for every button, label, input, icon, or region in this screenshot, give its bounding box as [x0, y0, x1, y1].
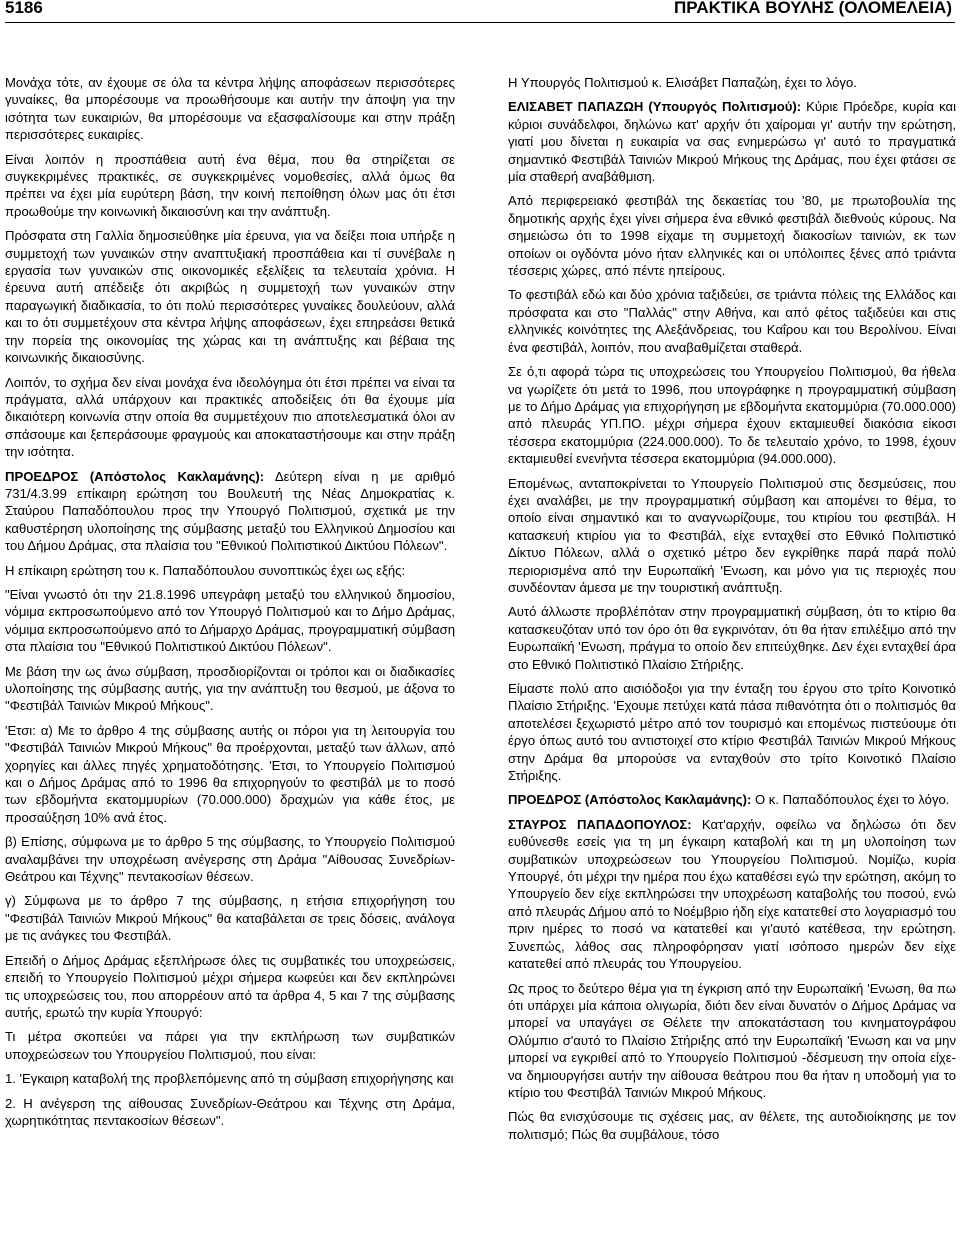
paragraph: β) Επίσης, σύμφωνα με το άρθρο 5 της σύμβασης, το Υπουργείο Πολιτισμού αναλαμβάνει την υποχρέωση ανέγερσης στη Δράμα "Αίθουσας Συνεδρίων-Θεάτρου και Τέχνης" πεντακοσίων θέσεων.: [5, 834, 455, 885]
paragraph: Μονάχα τότε, αν έχουμε σε όλα τα κέντρα λήψης αποφάσεων περισσότερες γυναίκες, θα μπορέσουμε να προωθήσουμε και αυτήν την άποψη για την ισότητα των ευκαιριών, θα μπορέσουμε να εξασφαλίσουμε και στην πράξη περισσότερες ευκαιρίες.: [5, 75, 455, 143]
right-column: [508, 74, 956, 1150]
paragraph: [5, 468, 455, 555]
paragraph: "Είναι γνωστό ότι την 21.8.1996 υπεγράφη μεταξύ του ελληνικού δημοσίου, νόμιμα εκπροσωπούμενο από τον Υπουργό Πολιτισμού και το Δήμο Δράμας, νόμιμα εκπροσωπούμενο από το Δήμαρχο Δράμας, προγραμματική σύμβαση στα πλαίσια του "Εθνικού Πολιτιστικού Δικτύου Πόλεων".: [5, 586, 455, 655]
paragraph: Ως προς το δεύτερο θέμα για τη έγκριση από την Ευρωπαϊκή 'Ενωση, θα πω ότι υπάρχει μία κάποια ολιγωρία, διότι δεν είναι δυνατόν ο Δήμος Δράμας να μπορεί να υπαγάγει σε Θέλετε την αποκατάσταση του κινηματογράφου Ολύμπιο σ'αυτό το Πλαίσιο Στήριξης από την Ευρωπαϊκή 'Ενωση και να μην μπορεί να εγκριθεί από το Υπουργείο Πολιτισμού -δέσμευση την οποία είχε- να δημιουργήσει αυτήν την αίθουσα θεάτρου που θα ήταν η υποδομή για το κτίριο του Φεστιβάλ Ταινιών Μικρού Μήκους.: [508, 980, 956, 1100]
paragraph: Τι μέτρα σκοπεύει να πάρει για την εκπλήρωση των συμβατικών υποχρεώσεων του Υπουργείου Πολιτισμού, που είναι:: [5, 1029, 455, 1062]
paragraph: Είναι λοιπόν η προσπάθεια αυτή ένα θέμα, που θα στηρίζεται σε συγκεκριμένες πρακτικές, σε συγκεκριμένες νομοθεσίες, αλλά όμως θα πρέπει να έχει μία ευρύτερη βάση, την κοινή πεποίθηση όλων μας ότι έτσι προωθούμε την κοινωνική δικαιοσύνη και την ανάπτυξη.: [5, 151, 455, 219]
speech-text: Κατ'αρχήν, οφείλω να δηλώσω ότι δεν ευθύνεσθε εσείς για τη μη έγκαιρη καταβολή και τη μη υλοποίηση των συμβατικών υποχρεώσεων του Υπουργείου Πολιτισμού. Νομίζω, κυρία Υπουργέ, ότι μέχρι την ημέρα που έχω καταθέσει εγώ την ερώτηση, ακόμη το Υπουργείο δεν είχε εκπληρώσει την υποχρέωση καταβολής του ποσού, ενώ από πλευράς Δήμου από το Νοέμβριο ήδη είχε κατατεθεί στο λογαριασμό του πριν ημέρες το ποσό να κατατεθεί και γι'αυτό κατέθεσα, την ερώτηση. Συνεπώς, λάθος σας πληροφόρησαν γιατί ισόποσο ημερών δεν είχε κατατεθεί από πλευράς του Υπουργείου.: [508, 816, 957, 972]
header-rule: [5, 22, 955, 23]
running-title: ΠΡΑΚΤΙΚΑ ΒΟΥΛΗΣ (ΟΛΟΜΕΛΕΙΑ): [673, 0, 952, 17]
speaker-name: ΕΛΙΣΑΒΕΤ ΠΑΠΑΖΩΗ (Υπουργός Πολιτισμού):: [508, 99, 802, 115]
paragraph: Η Υπουργός Πολιτισμού κ. Ελισάβετ Παπαζώη, έχει το λόγο.: [508, 75, 857, 90]
paragraph: Είμαστε πολύ απο αισιόδοξοι για την ένταξη του έργου στο τρίτο Κοινοτικό Πλαίσιο Στήριξης. 'Εχουμε πετύχει κατά πάσα πιθανότητα ότι ο πολιτισμός θα αποτελέσει ξεχωριστό μέτρο από τον τουρισμό και επομένως πιστεύουμε ότι έργο όπως αυτό του αντιστοιχεί στο κτίριο Φεστιβάλ Ταινιών Μικρού Μήκους στην Δράμα θα μπορούσε να ενταχθούν στο τρίτο Κοινοτικό Πλαίσιο Στήριξης.: [508, 681, 956, 784]
page-header: [0, 0, 960, 22]
paragraph: Η επίκαιρη ερώτηση του κ. Παπαδόπουλου συνοπτικώς έχει ως εξής:: [5, 562, 406, 578]
paragraph: Από περιφερειακό φεστιβάλ της δεκαετίας του '80, με πρωτοβουλία της δημοτικής αρχής έχει γίνει σήμερα ένα εθνικό φεστιβάλ διεθνούς κύρους. Να σημειώσω ότι το 1998 είχαμε τη συμμετοχή διακοσίων ταινιών, εκ των οποίων οι ογδόντα μόνο ήταν ελληνικές και οι υπόλοιπες ξένες από τριάντα τέσσερις χώρες, από πέντε ηπείρους.: [508, 193, 956, 279]
speaker-name: ΣΤΑΥΡΟΣ ΠΑΠΑΔΟΠΟΥΛΟΣ:: [508, 816, 692, 832]
page-number: 5186: [5, 0, 43, 17]
paragraph: Σε ό,τι αφορά τώρα τις υποχρεώσεις του Υπουργείου Πολιτισμού, θα ήθελα να γωρίζετε ότι μετά το 1996, που υπογράφηκε η προγραμματική σύμβαση με το Δήμο Δράμας για επιχορήγηση με εβδομήντα εκατομμύρια (70.000.000) από πλευράς ΥΠ.ΠΟ. μέχρι σήμερα έχουν εκταμιευθεί διακόσια είκοσι τέσσερα εκατομμύρια (224.000.000). Το δε τελευταίο χρόνο, το 1998, έχουν εκταμιευθεί ενενήντα τέσσερα εκατομμύρια (94.000.000).: [508, 364, 956, 467]
paragraph: 2. Η ανέγερση της αίθουσας Συνεδρίων-Θεάτρου και Τέχνης στη Δράμα, χωρητικότητας πεντακοσίων θέσεων".: [5, 1095, 455, 1128]
paragraph: Πώς θα ενισχύσουμε τις σχέσεις μας, αν θέλετε, της αυτοδιοίκησης με τον πολιτισμό; Πώς θα συμβάλουε, τόσο: [508, 1109, 956, 1142]
paragraph: [508, 816, 956, 973]
speaker-name: ΠΡΟΕΔΡΟΣ (Απόστολος Κακλαμάνης):: [5, 468, 265, 484]
paragraph: [508, 791, 956, 808]
paragraph: Επομένως, ανταποκρίνεται το Υπουργείο Πολιτισμού στις δεσμεύσεις, που έχει αναλάβει, με την προγραμματική σύμβαση και απομένει το θέμα, το οποίο είναι σημαντικό και το αναγνωρίζουμε, του κτιρίου του φεστιβάλ. Η κατασκευή κτιρίου για το Φεστιβάλ, είχε ενταχθεί στο Εθνικό Πολιτιστικό Δίκτυο Πόλεων, αλλά ο σχετικό μέτρο δεν εγκρίθηκε παρά παρά πολύ περιορισμένα από την Ευρωπαϊκή 'Ενωση, και μόνο για τις περιοχές που συνδέονταν άμεσα με την τουριστική ανάπτυξη.: [508, 475, 956, 595]
paragraph: γ) Σύμφωνα με το άρθρο 7 της σύμβασης, η ετήσια επιχορήγηση του "Φεστιβάλ Ταινιών Μικρού Μήκους" θα καταβάλεται σε τρεις δόσεις, ανάλογα με τις ανάγκες του Φεστιβάλ.: [5, 893, 455, 944]
paragraph: Επειδή ο Δήμος Δράμας εξεπλήρωσε όλες τις συμβατικές του υποχρεώσεις, επειδή το Υπουργείο Πολιτισμού μέχρι σήμερα κωφεύει και δεν εκπληρώνει τις υποχρεώσεις του, που απορρέουν από τα άρθρα 4, 5 και 7 της σύμβασης αυτής, ερωτώ την κυρία Υπουργό:: [5, 952, 455, 1020]
paragraph: Πρόσφατα στη Γαλλία δημοσιεύθηκε μία έρευνα, για να δείξει ποια υπήρξε η συμμετοχή των γυναικών στην αναπτυξιακή προσπάθεια και τί συνέβαλε η εργασία των γυναικών στις οικονομικές εξελίξεις τα τελευταία χρόνια. Η έρευνα αυτή απέδειξε ότι ακριβώς η συμμετοχή των γυναικών στην παραγωγική διαδικασία, το ότι πολύ περισσότερες γυναίκες δουλεύουν, αλλά και το ότι συμμετέχουν στα κέντρα λήψης αποφάσεων, έχει επηρεάσει θετικά την πορεία της οικονομίας της χώρας και τη ανάπτυξης και βέβαια της κοινωνικής δικαιοσύνης.: [5, 228, 455, 366]
paragraph: Λοιπόν, το σχήμα δεν είναι μονάχα ένα ιδεολόγημα ότι έτσι πρέπει να είναι τα πράγματα, αλλά υπάρχουν και πρακτικές αποδείξεις ότι θα έχουμε μία δικαιότερη κοινωνία στην οποία θα συμμετέχουν πιο αποτελεσματικά όλοι αν σπάσουμε και ξεπεράσουμε φραγμούς και αποκαταστήσουμε και στην πράξη την ισότητα.: [5, 374, 455, 460]
speech-text: Ο κ. Παπαδόπουλος έχει το λόγο.: [751, 792, 950, 808]
speaker-name: ΠΡΟΕΔΡΟΣ (Απόστολος Κακλαμάνης):: [508, 792, 752, 808]
paragraph: Το φεστιβάλ εδώ και δύο χρόνια ταξιδεύει, σε τριάντα πόλεις της Ελλάδος και πρόσφατα και στο "Παλλάς" στην Αθήνα, και από φέτος ταξιδεύει και στις ελληνικές κοινότητες της Αλεξάνδρειας, του Καΐρου και του Βερολίνου. Είναι ένα φεστιβάλ, λοιπόν, που αναβαθμίζεται σταθερά.: [508, 287, 956, 355]
paragraph: 1. 'Εγκαιρη καταβολή της προβλεπόμενης από τη σύμβαση επιχορήγησης και: [5, 1071, 454, 1087]
paragraph: [508, 98, 956, 185]
paragraph: Με βάση την ως άνω σύμβαση, προσδιορίζονται οι τρόποι και οι διαδικασίες υλοποίησης της σύμβασης αυτής, για την ανάπτυξη του θεσμού, με άξονα το "Φεστιβάλ Ταινιών Μικρού Μήκους".: [5, 663, 455, 714]
paragraph: 'Ετσι: α) Με το άρθρο 4 της σύμβασης αυτής οι πόροι για τη λειτουργία του "Φεστιβάλ Ταινιών Μικρού Μήκους" θα προέρχονται, μεταξύ των άλλων, από χορηγίες και άλλες πηγές χρηματοδότησης. 'Ετσι, το Υπουργείο Πολιτισμού και ο Δήμος Δράμας από το 1996 θα επιχορηγούν το φεστιβάλ με το ποσό των εβδομήντα εκατομμυρίων (70.000.000) δραχμών για κάθε έτος, με προσαύξηση 10% ανά έτος.: [5, 722, 455, 825]
left-column: [5, 74, 455, 1136]
speech-text: Κύριε Πρόεδρε, κυρία και κύριοι συνάδελφοι, δηλώνω κατ' αρχήν ότι χαίρομαι γι' αυτήν την ερώτηση, γιατί μου δίνεται η ευκαιρία να σας ενημερώσω γι' αυτό το πραγματικά σημαντικό Φεστιβάλ Ταινιών Μικρού Μήκους της Δράμας, που έχει φτάσει σε μία σταθερή αναβάθμιση.: [508, 99, 956, 185]
paragraph: Αυτό άλλωστε προβλέπόταν στην προγραμματική σύμβαση, ότι το κτίριο θα κατασκευζόταν υπό τον όρο ότι θα εγκρινόταν, ότι θα ήταν επιλέξιμο από την Ευρωπαϊκή 'Ενωση, πράγμα το οποίο δεν επιτεύχθηκε. Δεν έχει ενταχθεί άρα στο Εθνικό Πολιτιστικό Πλαίσιο Στήριξης.: [508, 604, 956, 672]
speech-text: Δεύτερη είναι η με αριθμό 731/4.3.99 επίκαιρη ερώτηση του Βουλευτή της Νέας Δημοκρατίας κ. Σταύρου Παπαδόπουλου προς την Υπουργό Πολιτισμού, σχετικά με την καθυστέρηση υλοποίησης της σύμβασης μεταξύ του Ελληνικού Δημοσίου και του Δήμου Δράμας, στα πλαίσια του "Εθνικού Πολιτιστικού Δικτύου Πόλεων".: [5, 468, 455, 554]
